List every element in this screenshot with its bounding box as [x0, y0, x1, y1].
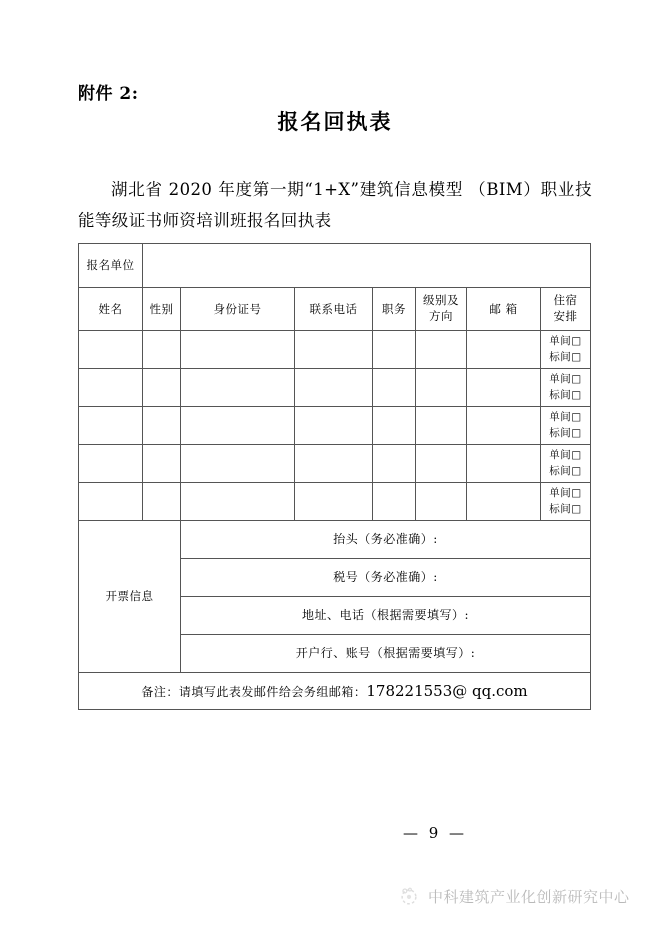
cell-gender[interactable] — [143, 445, 181, 483]
cell-lodging[interactable] — [541, 445, 591, 483]
column-header-lodging — [541, 288, 591, 331]
cell-level[interactable] — [416, 331, 467, 369]
column-header-level — [416, 288, 467, 331]
cell-level[interactable] — [416, 369, 467, 407]
cell-email[interactable] — [467, 445, 541, 483]
intro-paragraph: 湖北省 2020 年度第一期“1+X”建筑信息模型 （BIM）职业技能等级证书师资培训班报名回执表 — [78, 180, 592, 230]
invoice-field-tax-number[interactable]: 税号（务必准确）: — [181, 559, 591, 597]
cell-gender[interactable] — [143, 407, 181, 445]
unit-value-cell[interactable] — [143, 244, 591, 288]
cell-position[interactable] — [373, 407, 416, 445]
registration-form-table — [78, 243, 591, 710]
lodging-standard-checkbox[interactable]: 标间□ — [549, 464, 582, 477]
column-header-phone: 联系电话 — [295, 288, 373, 331]
invoice-field-title[interactable]: 抬头（务必准确）: — [181, 521, 591, 559]
cell-lodging[interactable] — [541, 407, 591, 445]
invoice-label-cell: 开票信息 — [79, 521, 181, 673]
column-header-email: 邮 箱 — [467, 288, 541, 331]
table-row-remark — [79, 673, 591, 710]
page-title: 报名回执表 — [277, 109, 393, 134]
remark-cell — [79, 673, 591, 710]
remark-text: 备注：请填写此表发邮件给会务组邮箱： — [141, 684, 367, 699]
circular-logo-icon — [398, 885, 420, 907]
cell-phone[interactable] — [295, 369, 373, 407]
column-header-position: 职务 — [373, 288, 416, 331]
column-header-lodging-line2: 安排 — [553, 309, 578, 323]
column-header-level-line2: 方向 — [429, 309, 453, 323]
table-row-unit — [79, 244, 591, 288]
cell-id-number[interactable] — [181, 369, 295, 407]
page-number: — 9 — — [402, 824, 468, 842]
table-row — [79, 445, 591, 483]
cell-id-number[interactable] — [181, 445, 295, 483]
watermark-text: 中科建筑产业化创新研究中心 — [428, 887, 630, 906]
invoice-field-bank-account[interactable]: 开户行、账号（根据需要填写）: — [181, 635, 591, 673]
cell-gender[interactable] — [143, 331, 181, 369]
table-header-row — [79, 288, 591, 331]
lodging-standard-checkbox[interactable]: 标间□ — [549, 502, 582, 515]
cell-level[interactable] — [416, 445, 467, 483]
unit-label-cell: 报名单位 — [79, 244, 143, 288]
cell-phone[interactable] — [295, 407, 373, 445]
cell-name[interactable] — [79, 369, 143, 407]
cell-position[interactable] — [373, 445, 416, 483]
table-row-invoice — [79, 521, 591, 559]
lodging-single-checkbox[interactable]: 单间□ — [549, 335, 582, 348]
invoice-field-address-phone[interactable]: 地址、电话（根据需要填写）: — [181, 597, 591, 635]
cell-gender[interactable] — [143, 369, 181, 407]
cell-gender[interactable] — [143, 483, 181, 521]
column-header-id-number: 身份证号 — [181, 288, 295, 331]
lodging-standard-checkbox[interactable]: 标间□ — [549, 388, 582, 401]
cell-name[interactable] — [79, 445, 143, 483]
cell-id-number[interactable] — [181, 331, 295, 369]
column-header-name: 姓名 — [79, 288, 143, 331]
watermark — [398, 885, 630, 907]
lodging-single-checkbox[interactable]: 单间□ — [549, 449, 582, 462]
cell-name[interactable] — [79, 331, 143, 369]
cell-name[interactable] — [79, 407, 143, 445]
lodging-standard-checkbox[interactable]: 标间□ — [549, 426, 582, 439]
cell-level[interactable] — [416, 483, 467, 521]
cell-lodging[interactable] — [541, 331, 591, 369]
cell-phone[interactable] — [295, 483, 373, 521]
attachment-label: 附件 2: — [78, 84, 139, 104]
table-row — [79, 369, 591, 407]
cell-email[interactable] — [467, 369, 541, 407]
column-header-gender: 性别 — [143, 288, 181, 331]
column-header-level-line1: 级别及 — [423, 293, 459, 308]
table-row — [79, 331, 591, 369]
lodging-single-checkbox[interactable]: 单间□ — [549, 487, 582, 500]
cell-id-number[interactable] — [181, 407, 295, 445]
lodging-standard-checkbox[interactable]: 标间□ — [549, 350, 582, 363]
table-row — [79, 407, 591, 445]
cell-phone[interactable] — [295, 445, 373, 483]
contact-email: 178221553@ qq.com — [366, 681, 528, 700]
cell-level[interactable] — [416, 407, 467, 445]
cell-email[interactable] — [467, 407, 541, 445]
cell-position[interactable] — [373, 483, 416, 521]
table-row — [79, 483, 591, 521]
cell-email[interactable] — [467, 483, 541, 521]
cell-position[interactable] — [373, 369, 416, 407]
lodging-single-checkbox[interactable]: 单间□ — [549, 373, 582, 386]
cell-email[interactable] — [467, 331, 541, 369]
cell-phone[interactable] — [295, 331, 373, 369]
lodging-single-checkbox[interactable]: 单间□ — [549, 411, 582, 424]
cell-lodging[interactable] — [541, 369, 591, 407]
cell-id-number[interactable] — [181, 483, 295, 521]
cell-name[interactable] — [79, 483, 143, 521]
cell-lodging[interactable] — [541, 483, 591, 521]
cell-position[interactable] — [373, 331, 416, 369]
column-header-lodging-line1: 住宿 — [553, 293, 578, 308]
